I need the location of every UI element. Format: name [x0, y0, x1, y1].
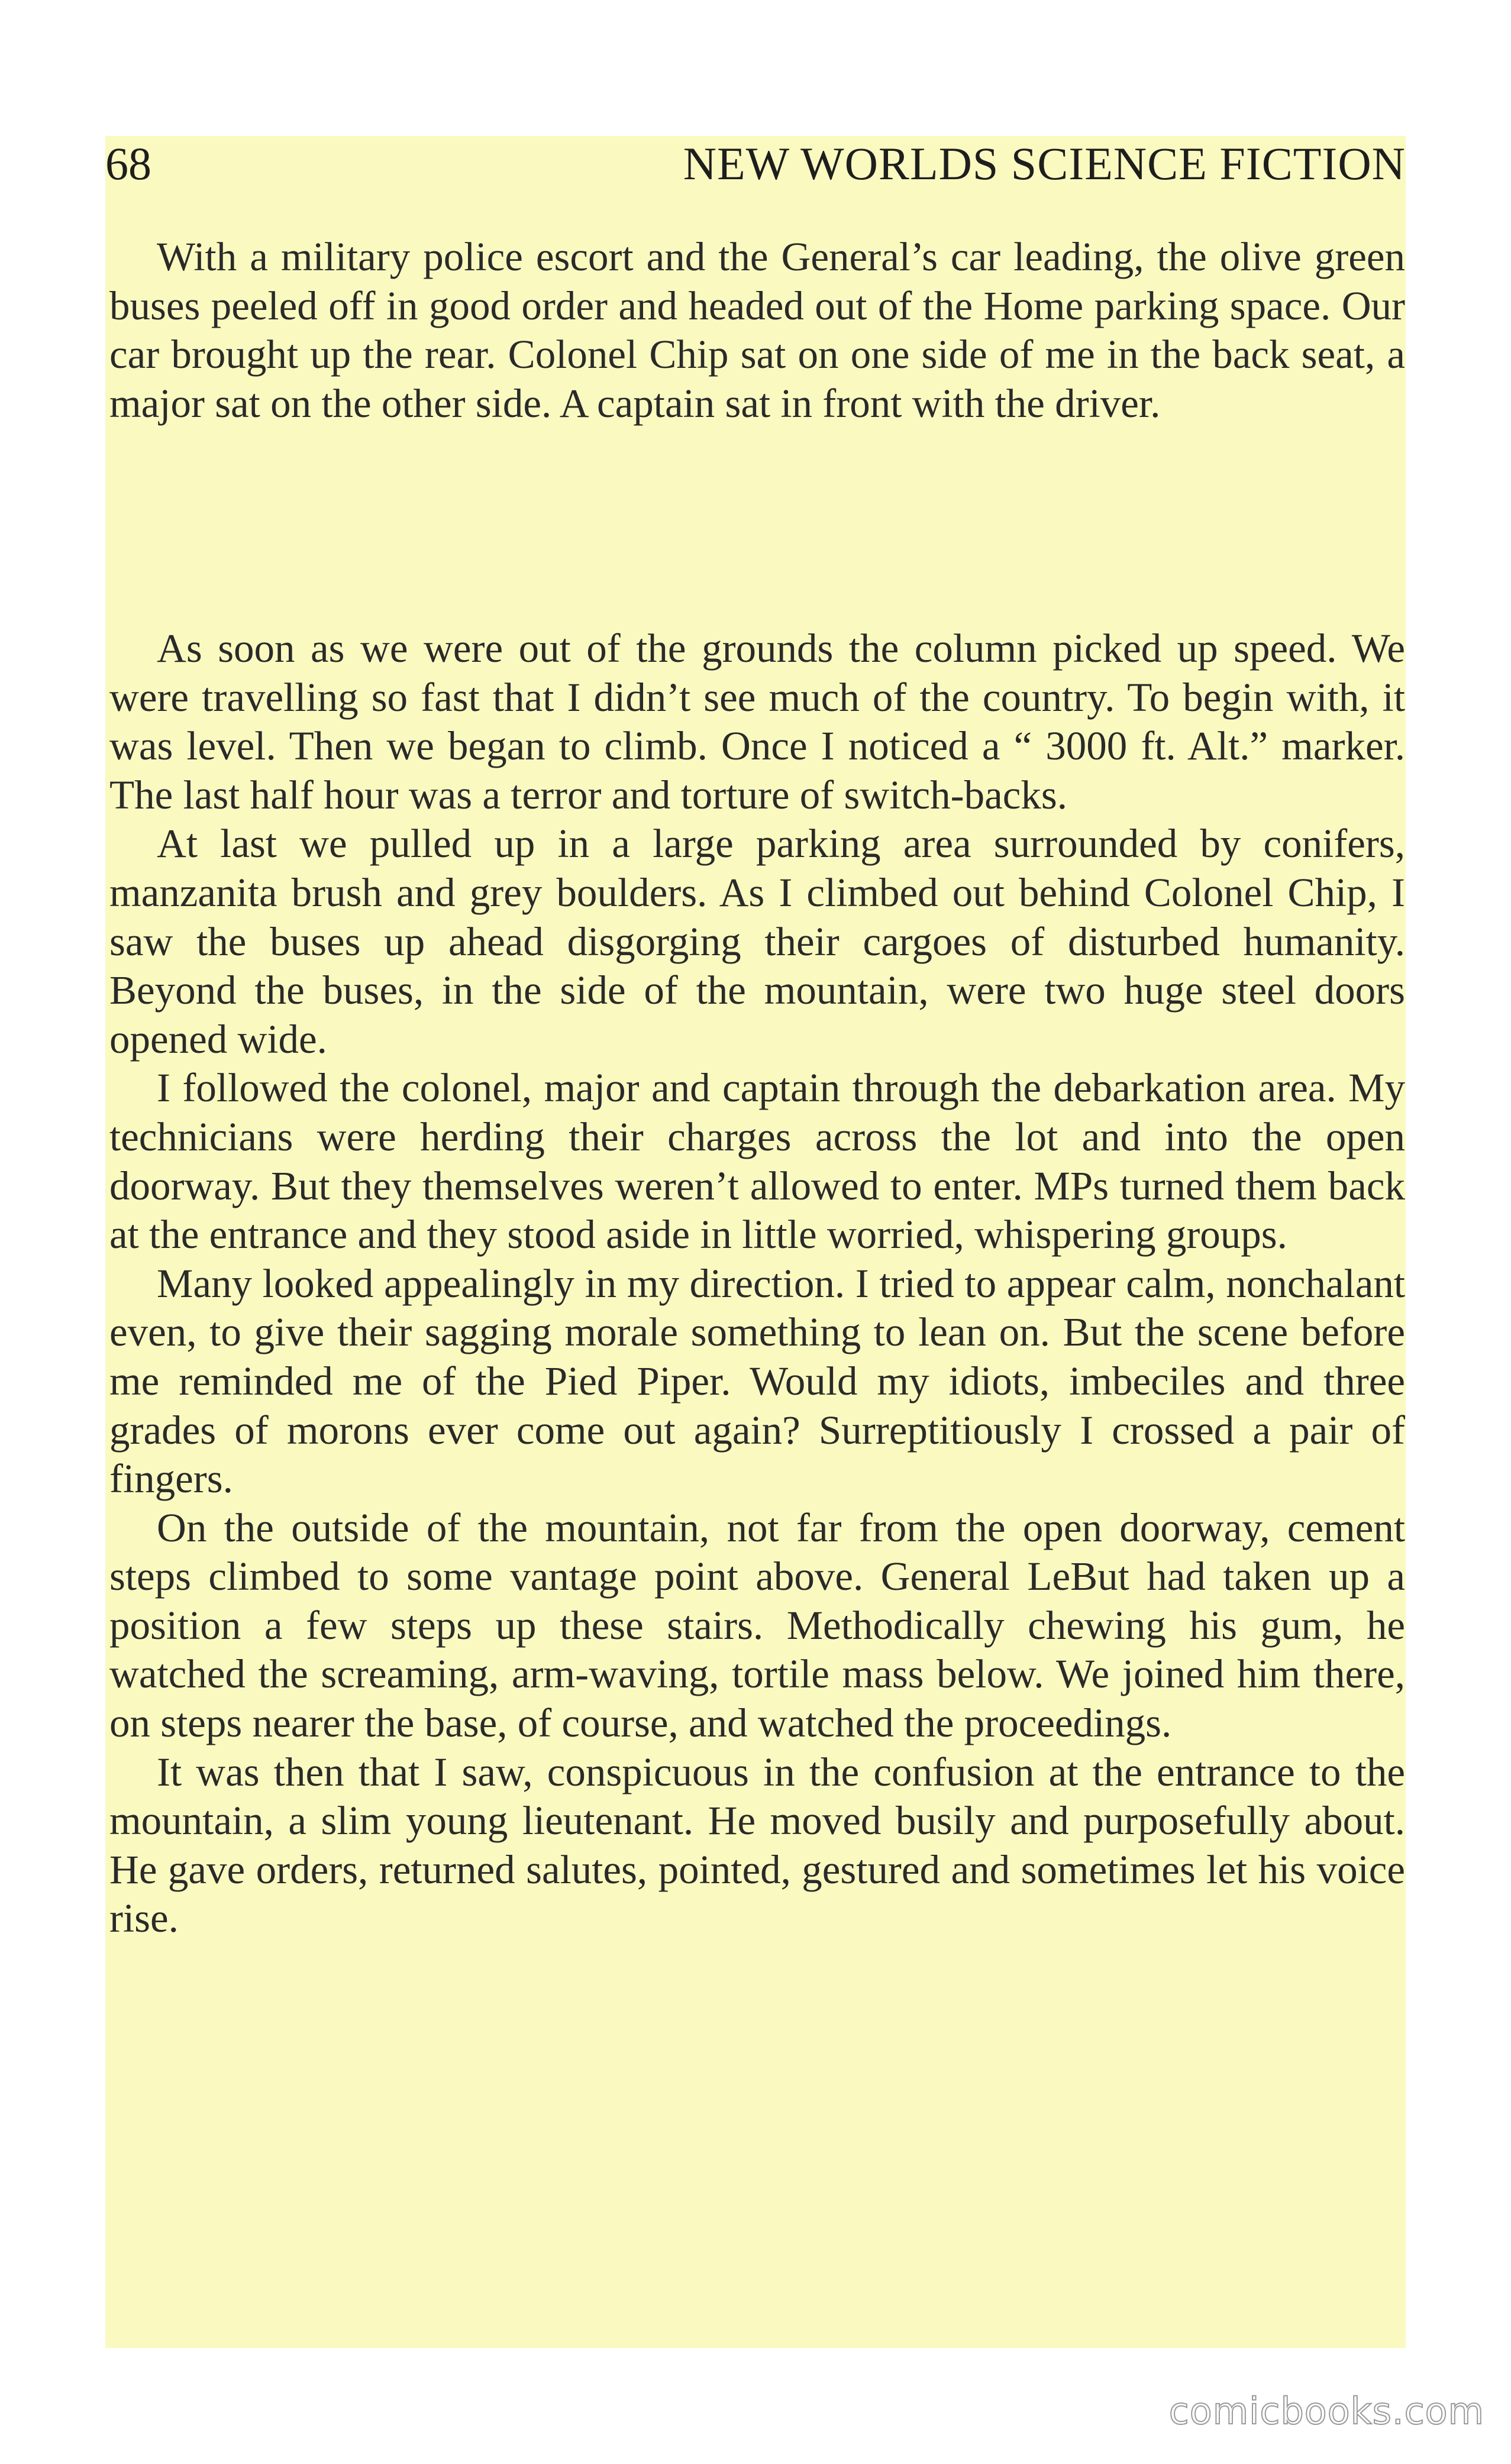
- text-section-1: [109, 232, 1405, 428]
- paragraph: It was then that I saw, conspicuous in the confusion at the entrance to the mountain, a slim young lieutenant. He moved busily and purposefully about. He gave orders, returned salutes, pointed, gestured and sometimes let his voice rise.: [109, 1749, 1405, 1941]
- paragraph: At last we pulled up in a large parking area surrounded by conifers, manzanita brush and grey boulders. As I climbed out behind Colonel Chip, I saw the buses up ahead disgorging their cargoes of disturbed humanity. Beyond the buses, in the side of the mountain, were two huge steel doors opened wide.: [109, 821, 1405, 1062]
- watermark: comicbooks.com: [1168, 2389, 1484, 2433]
- paragraph: With a military police escort and the General’s car leading, the olive green buses peeled off in good order and headed out of the Home parking space. Our car brought up the rear. Colonel Chip sat on one side of me in the back seat, a major sat on the other side. A captain sat in front with the driver.: [109, 234, 1405, 426]
- paragraph: Many looked appealingly in my direction. I tried to appear calm, nonchalant even, to give their sagging morale something to lean on. But the scene before me reminded me of the Pied Piper. Would my idiots, imbeciles and three grades of morons ever come out again? Surreptitiously I crossed a pair of fingers.: [109, 1260, 1405, 1502]
- page-number: 68: [105, 138, 151, 189]
- page-header: [105, 131, 1406, 196]
- paragraph: I followed the colonel, major and captain through the debarkation area. My technicians were herding their charges across the lot and into the open doorway. But they themselves weren’t allowed to enter. MPs turned them back at the entrance and they stood aside in little worried, whispering groups.: [109, 1065, 1405, 1257]
- paragraph: On the outside of the mountain, not far from the open doorway, cement steps climbed to some vantage point above. General LeBut had taken up a position a few steps up these stairs. Methodically chewing his gum, he watched the screaming, arm-waving, tortile mass below. We joined him there, on steps nearer the base, of course, and watched the proceedings.: [109, 1505, 1405, 1746]
- text-section-2: [109, 624, 1405, 1943]
- running-head: NEW WORLDS SCIENCE FICTION: [683, 138, 1406, 189]
- paragraph: As soon as we were out of the grounds the column picked up speed. We were travelling so fast that I didn’t see much of the country. To begin with, it was level. Then we began to climb. Once I noticed a “ 3000 ft. Alt.” marker. The last half hour was a terror and torture of switch-backs.: [109, 626, 1405, 817]
